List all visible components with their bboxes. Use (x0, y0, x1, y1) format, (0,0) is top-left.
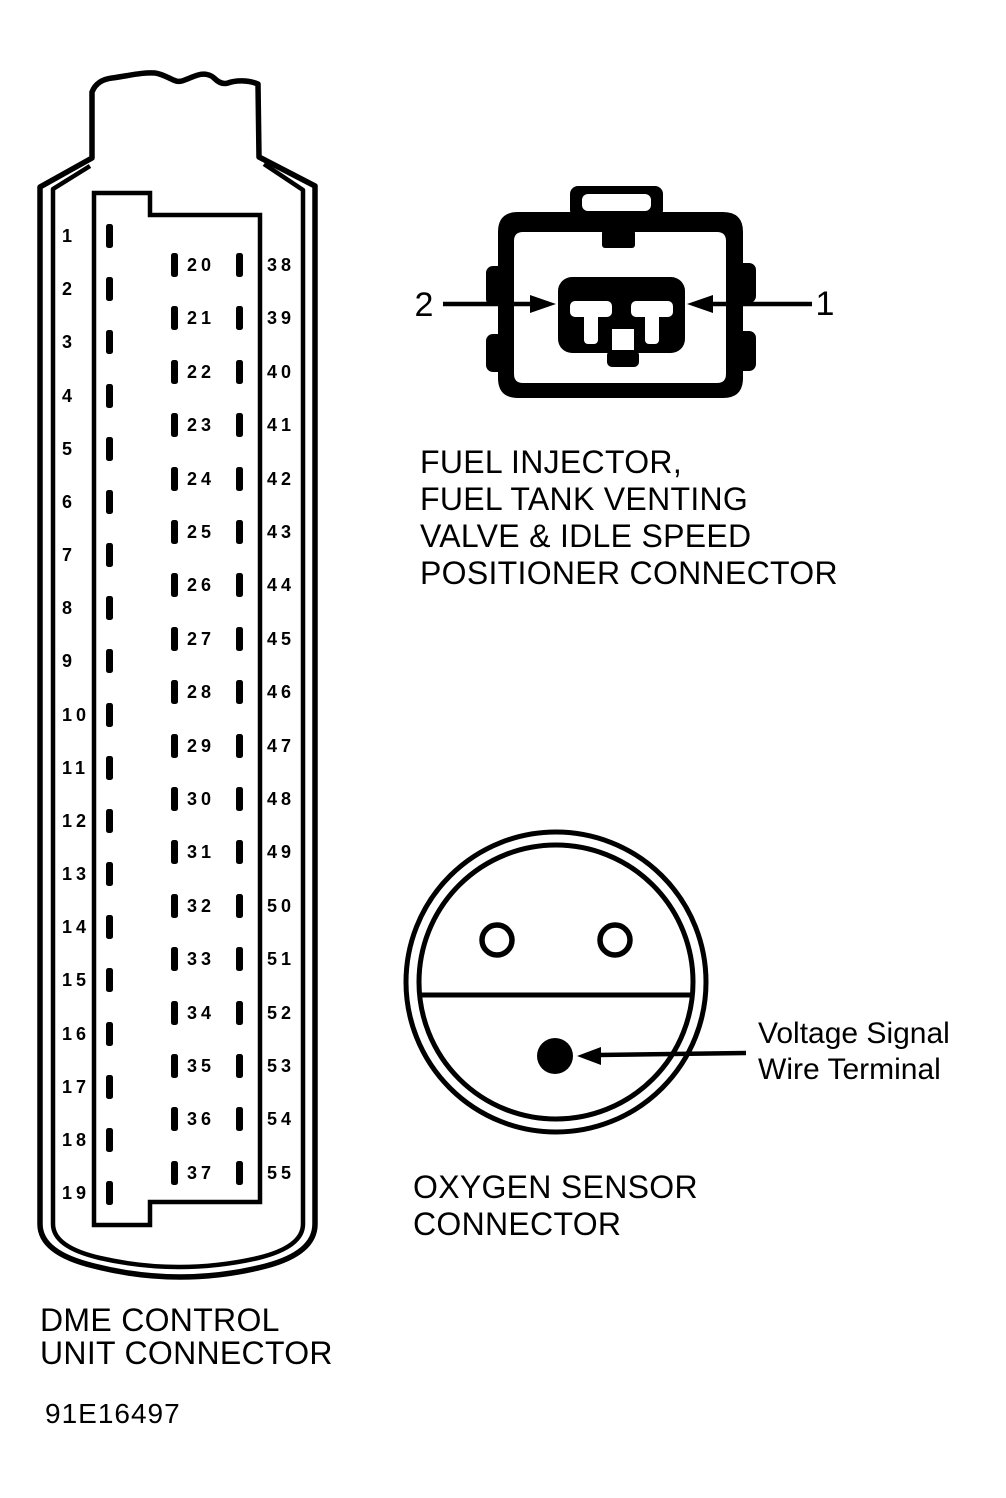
dme-pin-contact (171, 413, 178, 437)
voltage-signal-note-line: Voltage Signal (758, 1017, 950, 1050)
injector-caption-line: VALVE & IDLE SPEED (420, 518, 752, 554)
oxygen-connector-drawing (406, 832, 746, 1132)
dme-pin-contact (106, 703, 113, 727)
dme-pin-number: 36 (187, 1109, 216, 1129)
injector-terminal-1-label: 1 (815, 285, 835, 323)
dme-pin-contact (236, 947, 243, 971)
injector-terminal-2-label: 2 (414, 286, 434, 324)
dme-pin-number: 32 (187, 896, 216, 916)
dme-caption-line: DME CONTROL (40, 1302, 280, 1338)
dme-pin-number: 47 (267, 736, 296, 756)
dme-pin-number: 8 (62, 598, 77, 618)
dme-pin-contact (171, 627, 178, 651)
dme-pin-contact (106, 543, 113, 567)
dme-pin-contact (236, 520, 243, 544)
dme-pin-number: 18 (62, 1130, 91, 1150)
dme-pin-number: 25 (187, 522, 216, 542)
arrow-to-signal-terminal (577, 1047, 746, 1065)
dme-pin-contact (106, 862, 113, 886)
dme-pin-contact (171, 467, 178, 491)
dme-pin-number: 5 (62, 439, 77, 459)
injector-caption (420, 444, 838, 592)
dme-pin-contact (171, 573, 178, 597)
dme-pin-contact (171, 306, 178, 330)
dme-pin-contact (236, 840, 243, 864)
dme-pin-contact (106, 277, 113, 301)
dme-pin-number: 21 (187, 308, 216, 328)
dme-pin-number: 13 (62, 864, 91, 884)
dme-pin-contact (236, 306, 243, 330)
dme-pin-number: 51 (267, 949, 296, 969)
oxygen-outer-ring (406, 832, 706, 1132)
dme-pin-number: 26 (187, 575, 216, 595)
injector-lock-tab-slot (582, 194, 651, 211)
dme-pin-contact (236, 413, 243, 437)
dme-pin-number: 45 (267, 629, 296, 649)
dme-inner-shell-path (53, 164, 303, 1267)
injector-caption-line: FUEL INJECTOR, (420, 444, 683, 480)
dme-pin-contact (106, 330, 113, 354)
dme-pin-number: 42 (267, 469, 296, 489)
dme-pin-number: 14 (62, 917, 91, 937)
dme-pin-number: 15 (62, 970, 91, 990)
figure-code: 91E16497 (45, 1398, 181, 1429)
dme-pin-contact (106, 224, 113, 248)
dme-pin-number: 53 (267, 1056, 296, 1076)
dme-pin-number: 35 (187, 1056, 216, 1076)
dme-pin-number: 2 (62, 279, 77, 299)
dme-pin-number: 22 (187, 362, 216, 382)
dme-pin-contact (236, 787, 243, 811)
oxygen-signal-terminal-dot (537, 1038, 573, 1074)
dme-pin-contact (171, 1107, 178, 1131)
dme-pin-contact (106, 756, 113, 780)
dme-pin-number: 29 (187, 736, 216, 756)
dme-pin-number: 40 (267, 362, 296, 382)
dme-pin-contact (236, 734, 243, 758)
dme-pin-number: 23 (187, 415, 216, 435)
dme-pin-contact (236, 627, 243, 651)
dme-pin-contact (106, 915, 113, 939)
dme-pin-contact (171, 1161, 178, 1185)
dme-pin-contact (171, 253, 178, 277)
dme-pin-contact (106, 649, 113, 673)
oxygen-caption-line: OXYGEN SENSOR (413, 1169, 698, 1205)
dme-pin-contact (171, 1001, 178, 1025)
dme-pin-contact (236, 1054, 243, 1078)
dme-pin-number: 30 (187, 789, 216, 809)
dme-pin-contact (236, 253, 243, 277)
dme-pin-number: 50 (267, 896, 296, 916)
dme-pin-contact (171, 1054, 178, 1078)
dme-pin-number: 38 (267, 255, 296, 275)
dme-pin-number: 31 (187, 842, 216, 862)
oxygen-caption (413, 1169, 698, 1243)
dme-pin-number: 43 (267, 522, 296, 542)
dme-pin-number: 1 (62, 226, 77, 246)
dme-pin-number: 20 (187, 255, 216, 275)
dme-caption-line: UNIT CONNECTOR (40, 1335, 333, 1371)
dme-pin-contact (106, 1181, 113, 1205)
dme-pin-contact (236, 573, 243, 597)
dme-pin-contact (106, 968, 113, 992)
dme-pin-number: 6 (62, 492, 77, 512)
dme-pin-number: 33 (187, 949, 216, 969)
injector-caption-line: POSITIONER CONNECTOR (420, 555, 838, 591)
dme-pin-contact (106, 809, 113, 833)
dme-pin-number: 34 (187, 1003, 216, 1023)
oxygen-heater-pin-left (482, 925, 512, 955)
dme-pin-contact (171, 734, 178, 758)
injector-caption-line: FUEL TANK VENTING (420, 481, 749, 517)
injector-bottom-tab (607, 350, 639, 367)
dme-pin-contact (106, 1022, 113, 1046)
dme-pin-number: 11 (62, 758, 90, 778)
dme-pin-contact (106, 1075, 113, 1099)
dme-pin-number: 37 (187, 1163, 216, 1183)
dme-pin-number: 39 (267, 308, 296, 328)
dme-pin-number: 16 (62, 1024, 91, 1044)
injector-connector-drawing (443, 186, 812, 398)
dme-pin-number: 55 (267, 1163, 296, 1183)
dme-pin-contact (236, 1107, 243, 1131)
dme-pin-number: 27 (187, 629, 216, 649)
injector-index-notch (602, 230, 635, 248)
dme-pin-contact (171, 360, 178, 384)
dme-pin-contact (171, 840, 178, 864)
dme-pin-contact (236, 467, 243, 491)
dme-pin-number: 24 (187, 469, 216, 489)
dme-pin-number: 46 (267, 682, 296, 702)
dme-pin-number: 3 (62, 332, 77, 352)
dme-pin-contact (236, 680, 243, 704)
injector-block-gap (612, 329, 634, 353)
dme-pin-contact (171, 520, 178, 544)
dme-pin-number: 49 (267, 842, 296, 862)
dme-pin-number: 41 (267, 415, 296, 435)
dme-pin-number: 19 (62, 1183, 91, 1203)
dme-pin-number: 48 (267, 789, 296, 809)
oxygen-inner-ring (419, 845, 693, 1119)
dme-pin-contact (106, 384, 113, 408)
dme-pin-number: 7 (62, 545, 77, 565)
dme-pin-contact (106, 490, 113, 514)
dme-pin-contact (106, 1128, 113, 1152)
dme-pin-contact (236, 894, 243, 918)
dme-pin-number: 10 (62, 705, 91, 725)
dme-caption (40, 1304, 333, 1370)
dme-pin-contact (171, 894, 178, 918)
dme-pin-number: 9 (62, 651, 77, 671)
dme-pin-contact (236, 360, 243, 384)
dme-pin-contact (171, 787, 178, 811)
dme-pin-number: 54 (267, 1109, 296, 1129)
voltage-signal-note (758, 1016, 950, 1088)
dme-pin-number: 52 (267, 1003, 296, 1023)
dme-pin-contact (171, 680, 178, 704)
oxygen-heater-pin-right (600, 925, 630, 955)
dme-pin-number: 44 (267, 575, 296, 595)
voltage-signal-note-line: Wire Terminal (758, 1053, 941, 1086)
dme-pin-contact (171, 947, 178, 971)
dme-pin-number: 12 (62, 811, 91, 831)
dme-pin-number: 17 (62, 1077, 91, 1097)
oxygen-caption-line: CONNECTOR (413, 1206, 622, 1242)
dme-pin-contact (236, 1001, 243, 1025)
dme-pin-number: 4 (62, 386, 77, 406)
dme-pin-contact (106, 596, 113, 620)
dme-pin-number: 28 (187, 682, 216, 702)
dme-pin-contact (236, 1161, 243, 1185)
dme-pin-contact (106, 437, 113, 461)
